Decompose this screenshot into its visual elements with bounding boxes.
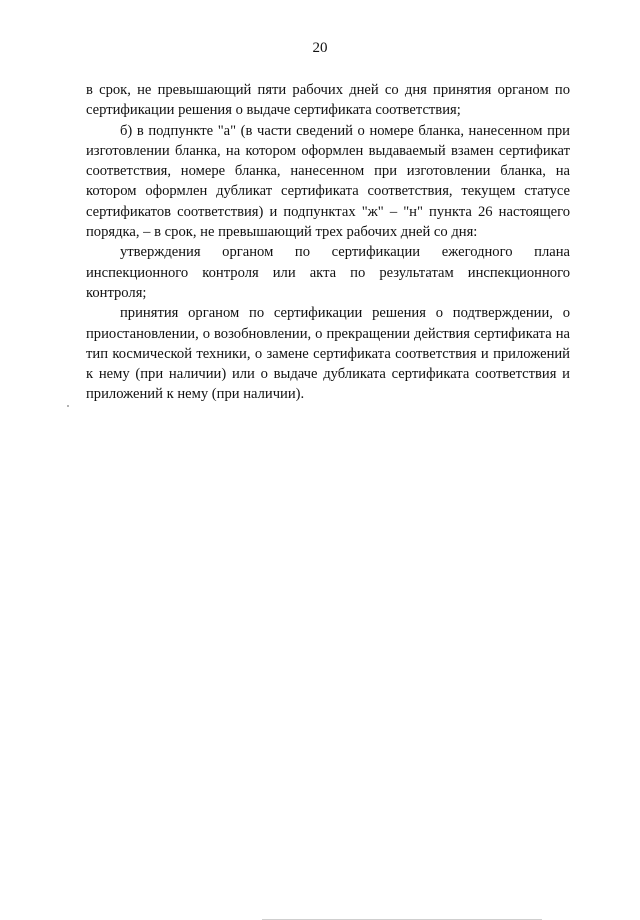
- page-number: 20: [312, 40, 328, 56]
- scan-speck: [67, 405, 69, 407]
- paragraph-3: утверждения органом по сертификации ежегодного плана инспекционного контроля или акта по результатам инспекционного контроля;: [86, 244, 570, 301]
- paragraph-4: принятия органом по сертификации решения о подтверждении, о приостановлении, о возобновлении, о прекращении действия сертификата на тип космической техники, о замене сертификата соответствия и приложений к нему (при наличии) или о выдаче дубликата сертификата соответствия и приложений к нему (при наличии).: [86, 305, 570, 403]
- paragraph-2: б) в подпункте "а" (в части сведений о номере бланка, нанесенном при изготовлении бланка, на котором оформлен выдаваемый взамен сертификат соответствия, номере бланка, нанесенном при изготовлении бланка, на котором оформлен дубликат сертификата соответствия, текущем статусе сертификатов соответствия) и подпунктах "ж" – "н" пункта 26 настоящего порядка, – в срок, не превышающий трех рабочих дней со дня:: [86, 122, 570, 241]
- document-body: [86, 80, 570, 405]
- paragraph-1: в срок, не превышающий пяти рабочих дней со дня принятия органом по сертификации решения о выдаче сертификата соответствия;: [86, 82, 570, 119]
